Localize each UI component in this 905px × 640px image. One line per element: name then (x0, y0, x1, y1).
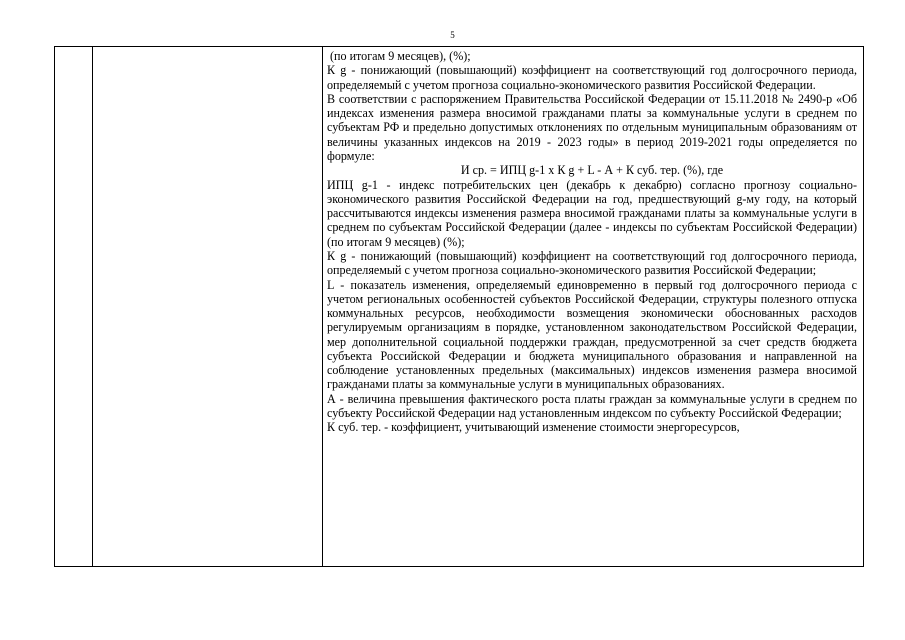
page-number: 5 (450, 30, 455, 40)
paragraph-kg-definition-2: К g - понижающий (повышающий) коэффициент на соответствующий год долгосрочного периода, определяемый с учетом прогноза социально-экономического развития Российской Федерации; (327, 248, 857, 278)
paragraph-government-order: В соответствии с распоряжением Правительства Российской Федерации от 15.11.2018 № 2490-р «Об индексах изменения размера вносимой гражданами платы за коммунальные услуги в среднем по субъектам РФ и предельно допустимых отклонениях по отдельным муниципальным образованиям от величины указанных индексов на 2019 - 2023 годы» в период 2019-2021 годы определяется по формуле: (327, 91, 857, 163)
paragraph-ksub-definition: К суб. тер. - коэффициент, учитывающий изменение стоимости энергоресурсов, (327, 420, 740, 435)
formula-line: И ср. = ИПЦ g-1 х К g + L - А + К суб. тер. (%), где (460, 163, 724, 178)
table-column-divider (92, 47, 93, 566)
paragraph-ipc-definition: ИПЦ g-1 - индекс потребительских цен (декабрь к декабрю) согласно прогнозу социально-экономического развития Российской Федерации на год, предшествующий g-му году, на который рассчитываются индексы изменения размера вносимой гражданами платы за коммунальные услуги в среднем по субъектам Российской Федерации (далее - индексы по субъектам Российской Федерации) (по итогам 9 месяцев) (%); (327, 177, 857, 249)
paragraph-kg-definition: К g - понижающий (повышающий) коэффициент на соответствующий год долгосрочного периода, определяемый с учетом прогноза социально-экономического развития Российской Федерации. (327, 63, 857, 92)
paragraph-continuation: (по итогам 9 месяцев), (%); (330, 49, 471, 63)
paragraph-a-definition: А - величина превышения фактического роста платы граждан за коммунальные услуги в среднем по субъекту Российской Федерации над установленным индексом по субъекту Российской Федерации; (327, 391, 857, 421)
table-text-cell (323, 47, 863, 435)
paragraph-l-definition: L - показатель изменения, определяемый единовременно в первый год долгосрочного периода с учетом региональных особенностей субъектов Российской Федерации, структуры полезного отпуска коммунальных ресурсов, необходимости возмещения экономически обоснованных расходов регулируемым организациям в порядке, установленном законодательством Российской Федерации, мер дополнительной социальной поддержки граждан, предусмотренной за счет средств бюджета субъекта Российской Федерации и бюджета муниципального образования и направленной на соблюдение установленных предельных (максимальных) индексов изменения размера вносимой гражданами платы за коммунальные услуги в муниципальных образованиях. (327, 277, 857, 392)
document-table (54, 46, 864, 567)
